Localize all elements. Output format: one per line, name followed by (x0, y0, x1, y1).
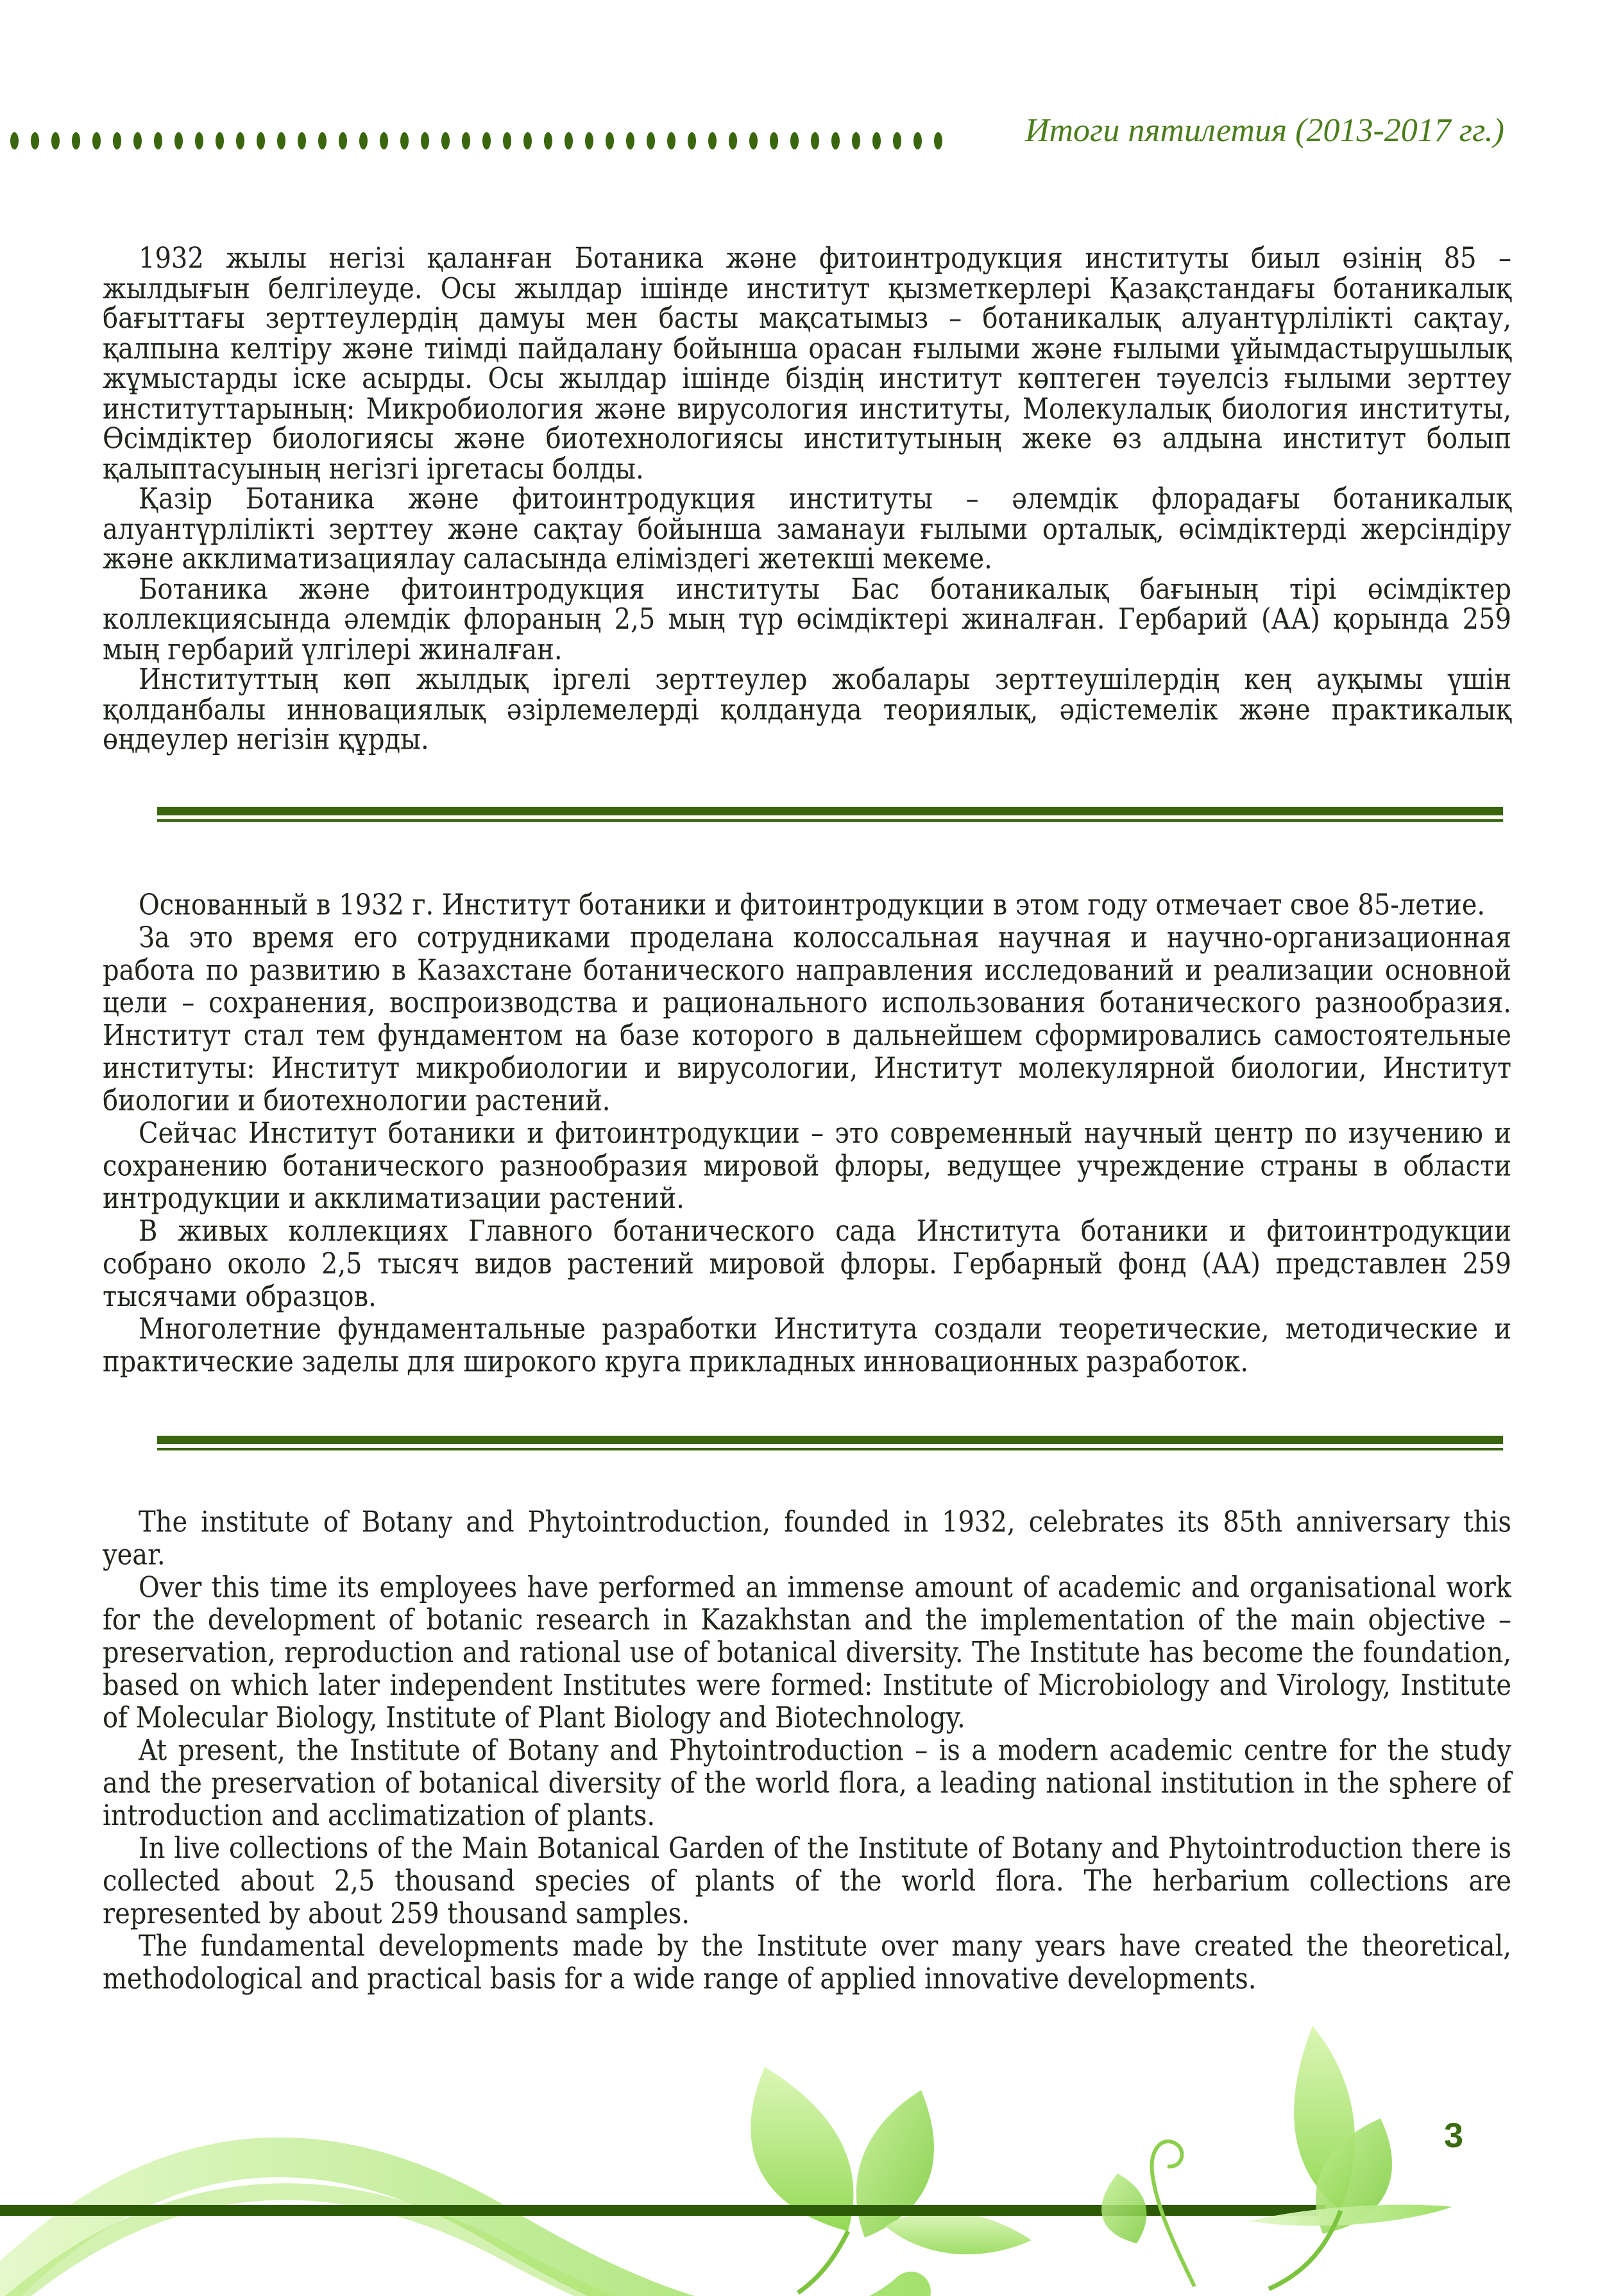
page-number: 3 (1443, 2116, 1464, 2155)
leaf (885, 2211, 1032, 2254)
dot-icon (667, 132, 675, 149)
dot-icon (626, 132, 634, 149)
dot-icon (585, 132, 593, 149)
dot-icon (216, 132, 224, 149)
dot-icon (503, 132, 511, 149)
dot-icon (729, 132, 737, 149)
leaf-stem (798, 2231, 848, 2293)
paragraph: Сейчас Институт ботаники и фитоинтродукции – это современный научный центр по изучению и сохранению ботанического разнообразия мировой флоры, ведущее учреждение страны в области интродукции и акклиматизации растений. (103, 1116, 1511, 1216)
dot-icon (339, 132, 347, 149)
dot-icon (113, 132, 121, 149)
section-divider (157, 1436, 1503, 1450)
dot-icon (380, 132, 388, 149)
divider-thin-rule (157, 819, 1503, 822)
dot-icon (174, 132, 183, 149)
dot-icon (236, 132, 244, 149)
dot-icon (277, 132, 285, 149)
dot-icon (749, 132, 758, 149)
leaf-artwork (0, 2014, 1614, 2296)
dot-icon (770, 132, 778, 149)
dot-icon (831, 132, 840, 149)
dot-icon (133, 132, 142, 149)
section-english (103, 1506, 1511, 1996)
paragraph: Қазір Ботаника және фитоинтродукция институты – әлемдік флорадағы ботаникалық алуантүрлілікті зерттеу және сақтау бойынша заманауи ғылыми орталық, өсімдіктерді жерсіндіру және акклиматизациялау саласында еліміздегі жетекші мекеме. (103, 482, 1511, 576)
dot-icon (359, 132, 368, 149)
section-divider (157, 807, 1503, 822)
dot-icon (523, 132, 532, 149)
paragraph: За это время его сотрудниками проделана колоссальная научная и научно-организационная работа по развитию в Казахстане ботанического направления исследований и реализации основной цели – сохранения, воспроизводства и рационального использования ботанического разнообразия. Институт стал тем фундаментом на базе которого в дальнейшем сформировались самостоятельные институты: Институт микробиологии и вирусологии, Институт молекулярной биологии, Институт биологии и биотехнологии растений. (103, 921, 1511, 1118)
divider-thick-rule (157, 807, 1503, 815)
dot-icon (913, 132, 922, 149)
dot-icon (647, 132, 655, 149)
dot-icon (893, 132, 901, 149)
dot-icon (72, 132, 80, 149)
dot-icon (92, 132, 101, 149)
leaf (1101, 2173, 1146, 2243)
dot-icon (708, 132, 717, 149)
dot-icon (811, 132, 819, 149)
section-kazakh (103, 241, 1511, 756)
dot-icon (934, 132, 942, 149)
dot-icon (852, 132, 860, 149)
paragraph: 1932 жылы негізі қаланған Ботаника және фитоинтродукция институты биыл өзінің 85 – жылдығын белгілеуде. Осы жылдар ішінде институт қызметкерлері Қазақстандағы ботаникалық бағыттағы зерттеулердің дамуы мен басты мақсатымыз – ботаникалық алуантүрлілікті сақтау, қалпына келтіру және тиімді пайдалану бойынша орасан ғылыми және ғылыми ұйымдастырушылық жұмыстарды іске асырды. Осы жылдар ішінде біздің институт көптеген тәуелсіз ғылыми зерттеу институттарының: Микробиология және вирусология институты, Молекулалық биология институты, Өсімдіктер биологиясы және биотехнологиясы институтының жеке өз алдына институт болып қалыптасуының негізгі іргетасы болды. (103, 241, 1511, 486)
section-russian (103, 889, 1511, 1379)
paragraph: Over this time its employees have performed an immense amount of academic and organisational work for the development of botanic research in Kazakhstan and the implementation of the main objective – preservation, reproduction and rational use of botanical diversity. The Institute has become the foundation, based on which later independent Institutes were formed: Institute of Microbiology and Virology, Institute of Molecular Biology, Institute of Plant Biology and Biotechnology. (103, 1570, 1511, 1735)
paragraph: В живых коллекциях Главного ботанического сада Института ботаники и фитоинтродукции собрано около 2,5 тысяч видов растений мировой флоры. Гербарный фонд (АА) представлен 259 тысячами образцов. (103, 1214, 1511, 1314)
dot-icon (441, 132, 450, 149)
paragraph: At present, the Institute of Botany and Phytointroduction – is a modern academic centre for the study and the preservation of botanical diversity of the world flora, a leading national institution in the sphere of introduction and acclimatization of plants. (103, 1733, 1511, 1833)
dot-icon (51, 132, 60, 149)
paragraph: In live collections of the Main Botanical Garden of the Institute of Botany and Phytointroduction there is collected about 2,5 thousand species of plants of the world flora. The herbarium collections are represented by about 259 thousand samples. (103, 1832, 1511, 1931)
paragraph: Ботаника және фитоинтродукция институты Бас ботаникалық бағының тірі өсімдіктер коллекциясында әлемдік флораның 2,5 мың түр өсімдіктері жиналған. Гербарий (АА) қорында 259 мың гербарий үлгілері жиналған. (103, 572, 1511, 667)
dot-icon (298, 132, 306, 149)
divider-thin-rule (157, 1448, 1503, 1450)
dot-icon (257, 132, 265, 149)
page-header-title: Итоги пятилетия (2013-2017 гг.) (1024, 112, 1504, 149)
divider-thick-rule (157, 1436, 1503, 1444)
dotted-line (10, 132, 942, 149)
dot-icon (872, 132, 881, 149)
dot-icon (688, 132, 696, 149)
dot-icon (790, 132, 799, 149)
dot-icon (195, 132, 203, 149)
dot-icon (31, 132, 39, 149)
dot-icon (421, 132, 429, 149)
dot-icon (462, 132, 470, 149)
dot-icon (482, 132, 491, 149)
paragraph: Основанный в 1932 г. Институт ботаники и фитоинтродукции в этом году отмечает свое 85-летие. (139, 888, 1486, 922)
paragraph: Институттың көп жылдық іргелі зерттеулер жобалары зерттеушілердің кең ауқымы үшін қолданбалы инновациялық әзірлемелерді қолдануда теориялық, әдістемелік және практикалық өңдеулер негізін құрды. (103, 663, 1511, 756)
dot-icon (400, 132, 409, 149)
dot-icon (318, 132, 327, 149)
dot-icon (565, 132, 573, 149)
dot-icon (606, 132, 614, 149)
paragraph: The institute of Botany and Phytointroduction, founded in 1932, celebrates its 85th anniversary this year. (103, 1505, 1511, 1572)
paragraph: The fundamental developments made by the Institute over many years have created the theoretical, methodological and practical basis for a wide range of applied innovative developments. (103, 1929, 1511, 1996)
dot-icon (544, 132, 552, 149)
dot-icon (10, 132, 19, 149)
paragraph: Многолетние фундаментальные разработки Института создали теоретические, методические и практические заделы для широкого круга прикладных инновационных разработок. (103, 1312, 1511, 1379)
dot-icon (154, 132, 162, 149)
